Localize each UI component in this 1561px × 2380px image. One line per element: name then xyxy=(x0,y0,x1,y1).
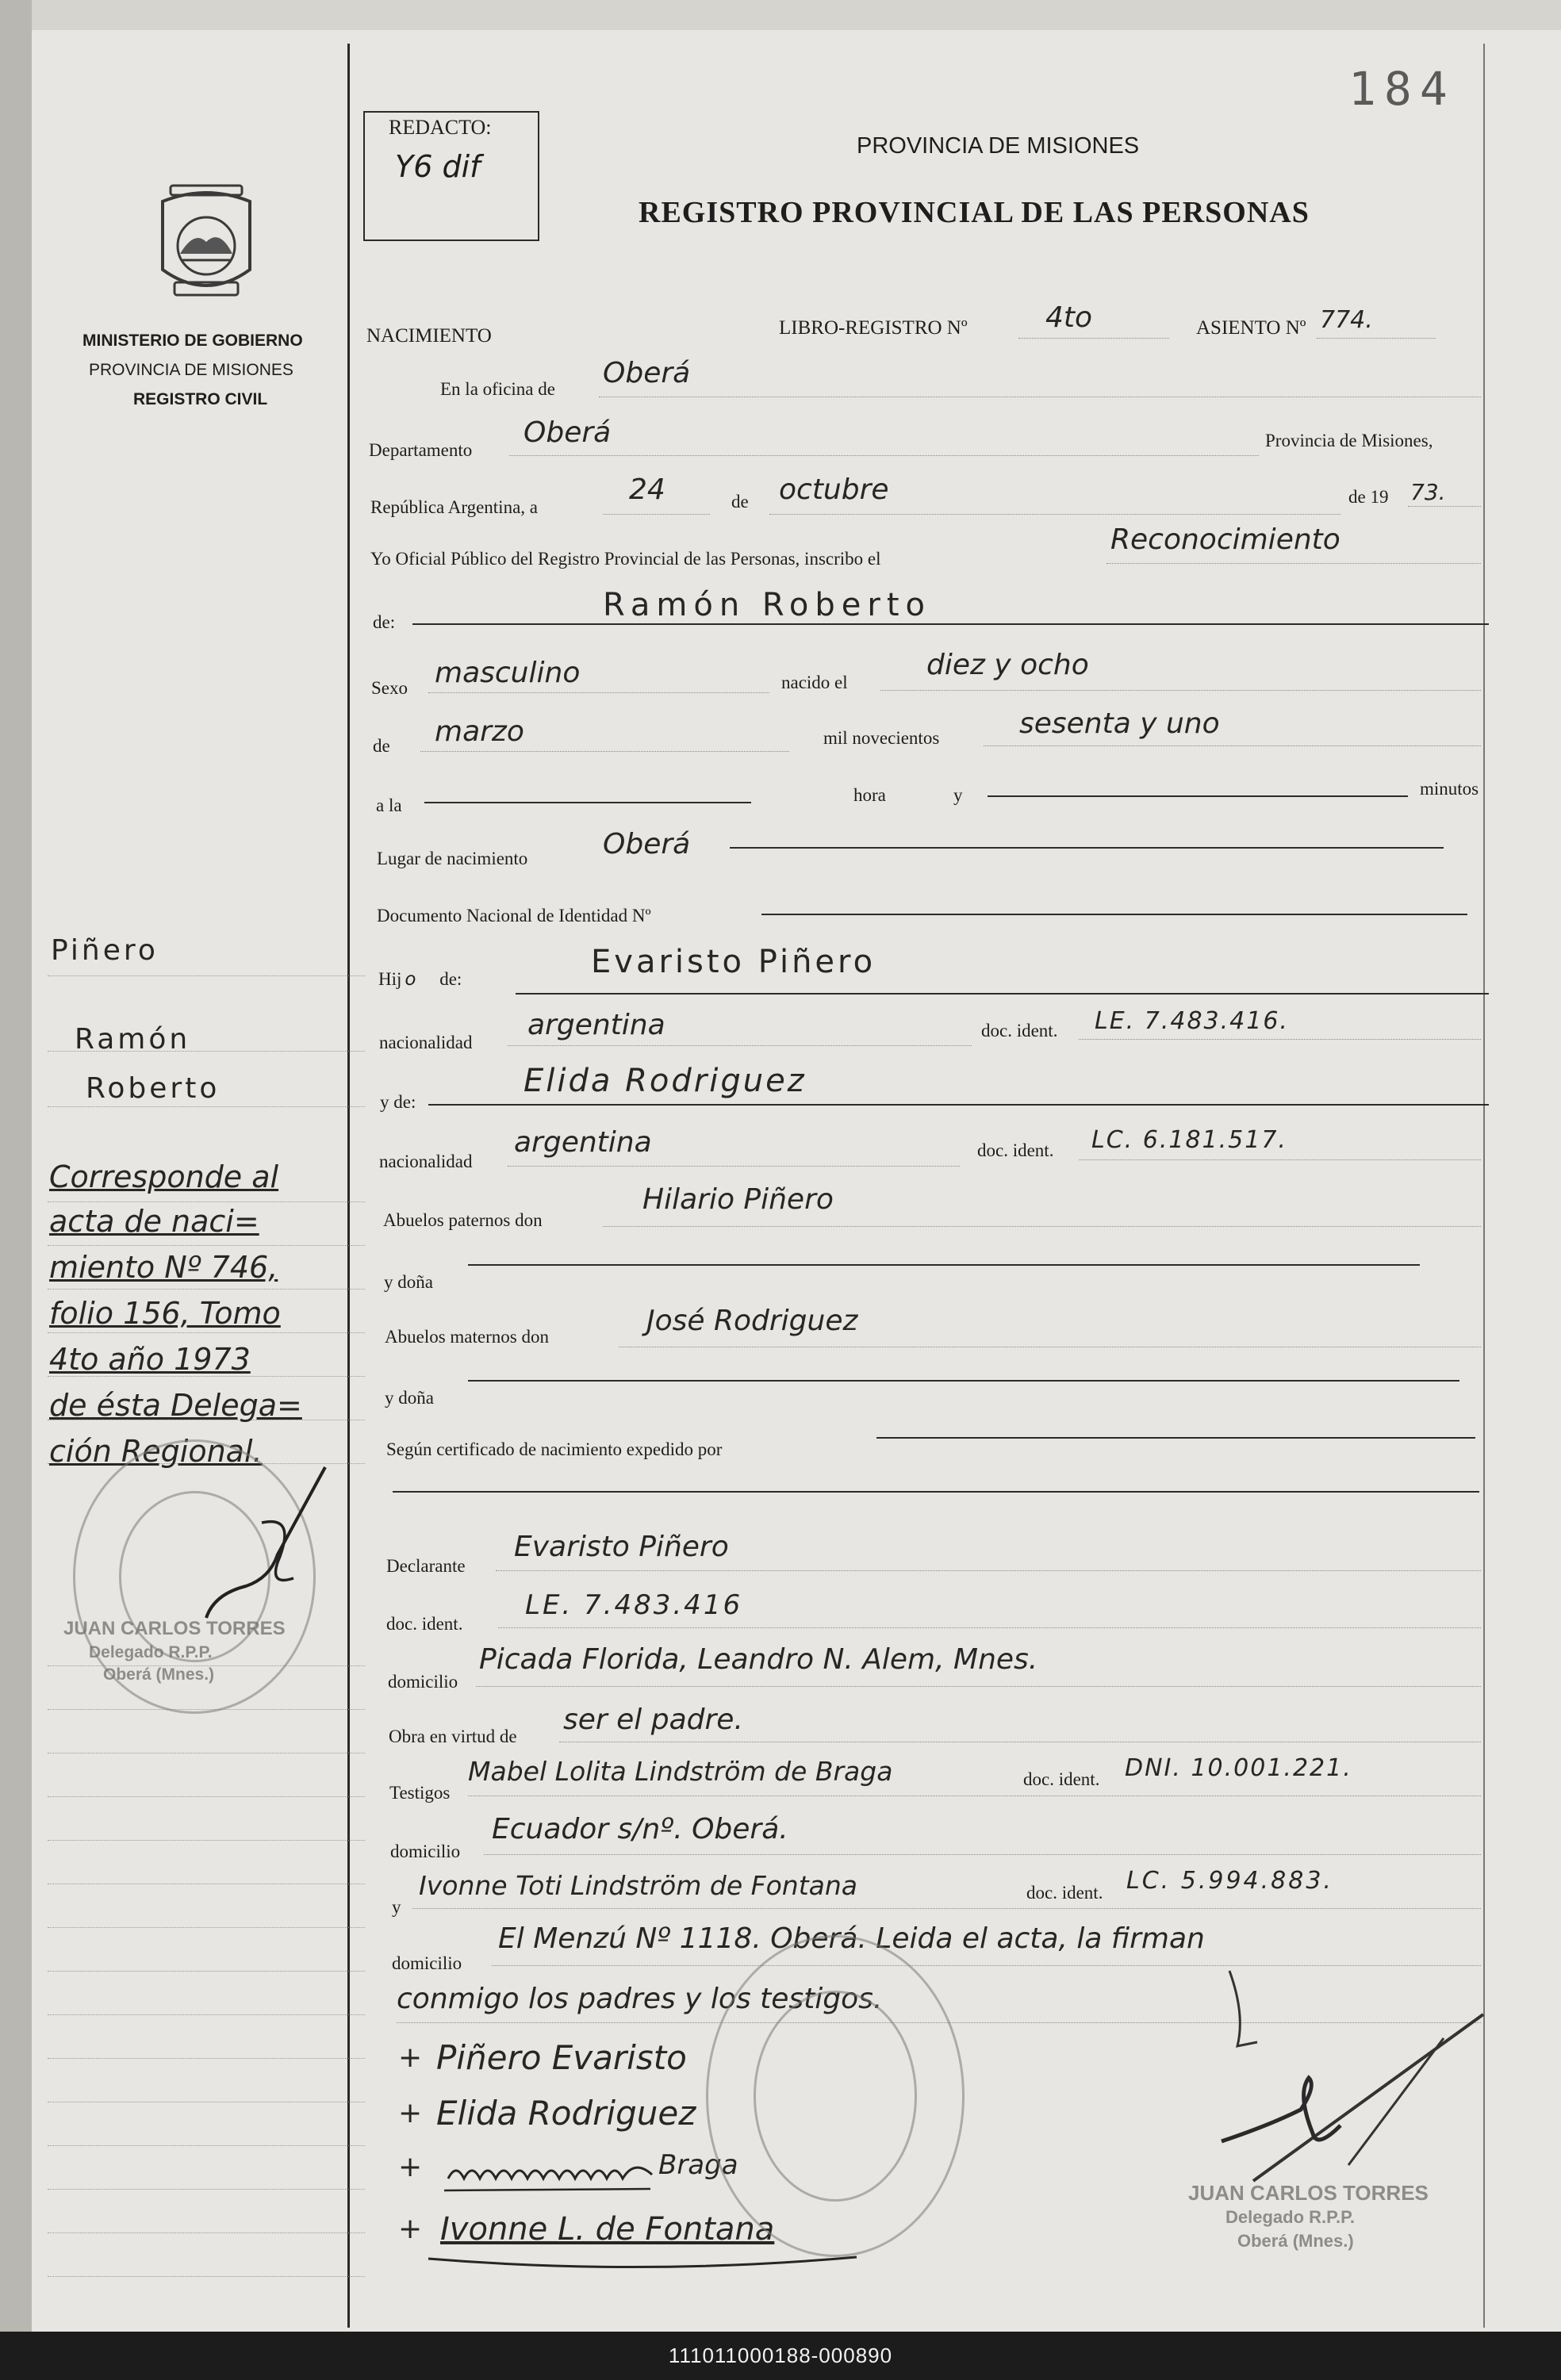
act-type-label: NACIMIENTO xyxy=(366,325,492,347)
margin-note-line4: folio 156, Tomo xyxy=(49,1296,281,1331)
ydona1-label: y doña xyxy=(384,1272,433,1292)
asiento-label: ASIENTO Nº xyxy=(1196,317,1306,339)
page-number: 184 xyxy=(1348,62,1456,116)
dia-rule xyxy=(603,514,710,515)
stamp-right-place: Oberá (Mnes.) xyxy=(1237,2231,1354,2251)
y-label: y xyxy=(953,785,963,805)
redacto-value: Y6 dif xyxy=(395,149,481,184)
segun-rule-2 xyxy=(393,1491,1479,1493)
de-label: de xyxy=(731,492,749,512)
lugar-rule xyxy=(730,847,1444,849)
hijo-de: de: xyxy=(439,969,462,989)
margin-rule xyxy=(48,2014,365,2015)
y2-label: y xyxy=(392,1897,401,1917)
margin-rule xyxy=(48,2058,365,2059)
docdecl-rule xyxy=(498,1627,1481,1628)
margin-rule xyxy=(48,1201,365,1202)
margin-tick-mark xyxy=(1222,1967,1261,2054)
signature-2-mark: + xyxy=(398,2097,423,2129)
asiento-value: 774. xyxy=(1320,306,1373,334)
signature-1: Piñero Evaristo xyxy=(436,2038,687,2077)
nacido-label: nacido el xyxy=(781,673,848,692)
signature-4-mark: + xyxy=(398,2213,423,2245)
province-title: PROVINCIA DE MISIONES xyxy=(857,133,1140,159)
provincia-suffix: Provincia de Misiones, xyxy=(1265,431,1433,450)
de3-label: de xyxy=(373,736,390,756)
right-border xyxy=(1483,44,1485,2328)
doct2-label: doc. ident. xyxy=(1026,1883,1103,1903)
segun-rule xyxy=(876,1437,1475,1439)
domicilio3-rule xyxy=(492,1965,1481,1966)
seal-line1: MINISTERIO DE GOBIERNO xyxy=(82,332,303,350)
signature-3: Braga xyxy=(658,2149,738,2181)
anio-rule xyxy=(1408,506,1481,507)
mil-rule xyxy=(984,745,1481,746)
dni-rule xyxy=(761,914,1467,915)
nac1-value: argentina xyxy=(527,1009,665,1041)
republica-label: República Argentina, a xyxy=(370,497,538,517)
testigo2-value: Ivonne Toti Lindström de Fontana xyxy=(419,1870,858,1901)
sexo-value: masculino xyxy=(435,657,581,689)
oficina-label: En la oficina de xyxy=(440,379,555,399)
lugar-value: Oberá xyxy=(603,828,691,860)
domicilio3-value: El Menzú Nº 1118. Oberá. Leida el acta, la firman xyxy=(498,1922,1205,1955)
nombre-value: Ramón Roberto xyxy=(603,587,931,623)
testigo1-value: Mabel Lolita Lindström de Braga xyxy=(468,1756,893,1787)
redacto-box xyxy=(363,111,539,241)
margin-rule xyxy=(48,1840,365,1841)
libro-rule xyxy=(1018,338,1169,339)
nacido-rule xyxy=(880,690,1481,691)
margin-note-line7: ción Regional. xyxy=(49,1434,263,1469)
hijo-suffix: o xyxy=(405,969,416,990)
stamp-right-role: Delegado R.P.P. xyxy=(1225,2207,1356,2227)
signature-3-mark: + xyxy=(398,2151,423,2183)
lugar-label: Lugar de nacimiento xyxy=(377,849,528,868)
mes-nac-rule xyxy=(420,751,789,752)
inscribo-value: Reconocimiento xyxy=(1110,523,1340,556)
mes-rule xyxy=(769,514,1340,515)
book-spine xyxy=(0,0,32,2332)
margin-rule xyxy=(48,1971,365,1972)
stamp-left-signature xyxy=(159,1459,349,1634)
domicilio1-label: domicilio xyxy=(388,1672,458,1692)
inscribo-rule xyxy=(1107,563,1481,564)
closing-statement: conmigo los padres y los testigos. xyxy=(397,1983,883,2015)
doc1-value: LE. 7.483.416. xyxy=(1095,1007,1289,1035)
testigo2-rule xyxy=(412,1908,1481,1909)
margin-rule xyxy=(48,1927,365,1928)
de2-label: de: xyxy=(373,612,396,632)
margin-rule xyxy=(48,975,365,976)
margin-rule xyxy=(48,1106,365,1107)
doct1-value: DNI. 10.001.221. xyxy=(1125,1754,1352,1782)
official-stamp-right-inner xyxy=(754,1991,917,2202)
signature-1-mark: + xyxy=(398,2041,423,2074)
inscribo-label: Yo Oficial Público del Registro Provincial de las Personas, inscribo el xyxy=(370,549,881,569)
seal-line3: REGISTRO CIVIL xyxy=(133,390,268,408)
yde-label: y de: xyxy=(380,1092,416,1112)
asiento-rule xyxy=(1317,338,1436,339)
padre-value: Evaristo Piñero xyxy=(591,944,876,980)
anio-value: 73. xyxy=(1410,479,1446,505)
sexo-rule xyxy=(428,692,769,693)
ydona1-rule xyxy=(468,1264,1420,1266)
domicilio1-value: Picada Florida, Leandro N. Alem, Mnes. xyxy=(479,1643,1038,1676)
oficina-value: Oberá xyxy=(603,357,691,389)
libro-value: 4to xyxy=(1045,301,1093,334)
libro-label: LIBRO-REGISTRO Nº xyxy=(779,317,968,339)
domicilio2-value: Ecuador s/nº. Oberá. xyxy=(492,1813,788,1845)
declarante-label: Declarante xyxy=(386,1556,466,1576)
nac2-rule xyxy=(508,1166,960,1167)
margin-rule xyxy=(48,2145,365,2146)
hora-label: hora xyxy=(853,785,886,805)
margin-name2: Roberto xyxy=(86,1072,221,1105)
doc1-rule xyxy=(1079,1039,1481,1040)
nac1-label: nacionalidad xyxy=(379,1033,473,1052)
abm-value: José Rodriguez xyxy=(646,1305,858,1337)
nac2-value: argentina xyxy=(514,1126,652,1159)
province-coat-of-arms xyxy=(147,182,266,309)
nacido-value: diez y ocho xyxy=(926,649,1089,681)
departamento-rule xyxy=(509,455,1259,456)
madre-value: Elida Rodriguez xyxy=(524,1063,807,1099)
stamp-left-place: Oberá (Mnes.) xyxy=(103,1665,215,1684)
margin-rule xyxy=(48,1289,365,1290)
ydona2-rule xyxy=(468,1380,1459,1382)
domicilio1-rule xyxy=(476,1686,1481,1687)
registry-title: REGISTRO PROVINCIAL DE LAS PERSONAS xyxy=(639,196,1310,229)
obra-label: Obra en virtud de xyxy=(389,1727,517,1746)
departamento-value: Oberá xyxy=(524,416,612,449)
signature-4-underline xyxy=(420,2252,865,2276)
declarante-rule xyxy=(496,1570,1481,1571)
domicilio2-label: domicilio xyxy=(390,1842,461,1861)
stamp-left-role: Delegado R.P.P. xyxy=(89,1643,213,1661)
madre-rule xyxy=(428,1104,1489,1106)
domicilio2-rule xyxy=(484,1854,1481,1855)
stamp-left-name: JUAN CARLOS TORRES xyxy=(63,1618,286,1639)
doct2-value: LC. 5.994.883. xyxy=(1126,1867,1333,1895)
testigos-label: Testigos xyxy=(389,1783,451,1803)
margin-rule xyxy=(48,2189,365,2190)
doct1-label: doc. ident. xyxy=(1023,1769,1100,1789)
mes-value: octubre xyxy=(779,473,889,506)
page-top-edge xyxy=(32,0,1561,30)
margin-divider xyxy=(347,44,350,2328)
nac2-label: nacionalidad xyxy=(379,1152,473,1171)
departamento-label: Departamento xyxy=(369,440,473,460)
margin-note-line1: Corresponde al xyxy=(49,1159,279,1194)
dia-value: 24 xyxy=(629,473,665,506)
doc2-label: doc. ident. xyxy=(977,1140,1054,1160)
nombre-rule xyxy=(412,623,1489,625)
redacto-label: REDACTO: xyxy=(389,116,492,139)
mil-label: mil novecientos xyxy=(823,728,940,748)
ydona2-label: y doña xyxy=(385,1388,434,1408)
domicilio3-label: domicilio xyxy=(392,1953,462,1973)
hijo-label xyxy=(378,969,462,990)
abp-label: Abuelos paternos don xyxy=(383,1210,543,1230)
declarante-value: Evaristo Piñero xyxy=(514,1531,729,1563)
abp-value: Hilario Piñero xyxy=(642,1183,834,1216)
minutos-label: minutos xyxy=(1420,779,1479,799)
margin-surname: Piñero xyxy=(51,934,159,967)
footer-document-code: 111011000188-000890 xyxy=(0,2332,1561,2380)
ala-label: a la xyxy=(376,795,402,815)
obra-value: ser el padre. xyxy=(563,1704,743,1736)
margin-rule xyxy=(48,2232,365,2233)
margin-note-line3: miento Nº 746, xyxy=(49,1250,278,1285)
seal-line2: PROVINCIA DE MISIONES xyxy=(89,361,293,379)
hijo-prefix: Hij xyxy=(378,969,402,989)
mil-value: sesenta y uno xyxy=(1019,707,1220,740)
margin-rule xyxy=(48,1245,365,1246)
docdecl-label: doc. ident. xyxy=(386,1614,463,1634)
segun-label: Según certificado de nacimiento expedido por xyxy=(386,1439,723,1459)
doc2-rule xyxy=(1079,1159,1481,1160)
margin-rule xyxy=(48,1796,365,1797)
margin-note-line2: acta de naci= xyxy=(49,1204,259,1239)
stamp-right-name: JUAN CARLOS TORRES xyxy=(1188,2181,1429,2205)
nac1-rule xyxy=(508,1045,972,1046)
abp-rule xyxy=(603,1226,1481,1227)
margin-rule xyxy=(48,1332,365,1333)
hora-rule xyxy=(424,802,751,803)
anio-prefix: de 19 xyxy=(1348,487,1389,507)
margin-note-line6: de ésta Delega= xyxy=(49,1388,302,1423)
signature-2: Elida Rodriguez xyxy=(436,2094,696,2133)
dni-label: Documento Nacional de Identidad Nº xyxy=(377,906,651,926)
doc2-value: LC. 6.181.517. xyxy=(1091,1126,1287,1154)
signature-3-scribble xyxy=(444,2151,658,2198)
margin-note-line5: 4to año 1973 xyxy=(49,1342,251,1377)
signature-4: Ivonne L. de Fontana xyxy=(440,2211,775,2248)
doc1-label: doc. ident. xyxy=(981,1021,1058,1041)
margin-rule xyxy=(48,2276,365,2277)
sexo-label: Sexo xyxy=(371,678,408,698)
padre-rule xyxy=(516,993,1489,995)
margin-name1: Ramón xyxy=(75,1023,191,1056)
mes-nac-value: marzo xyxy=(435,715,524,748)
docdecl-value: LE. 7.483.416 xyxy=(525,1589,743,1621)
minutos-rule xyxy=(988,795,1408,797)
abm-label: Abuelos maternos don xyxy=(385,1327,549,1347)
